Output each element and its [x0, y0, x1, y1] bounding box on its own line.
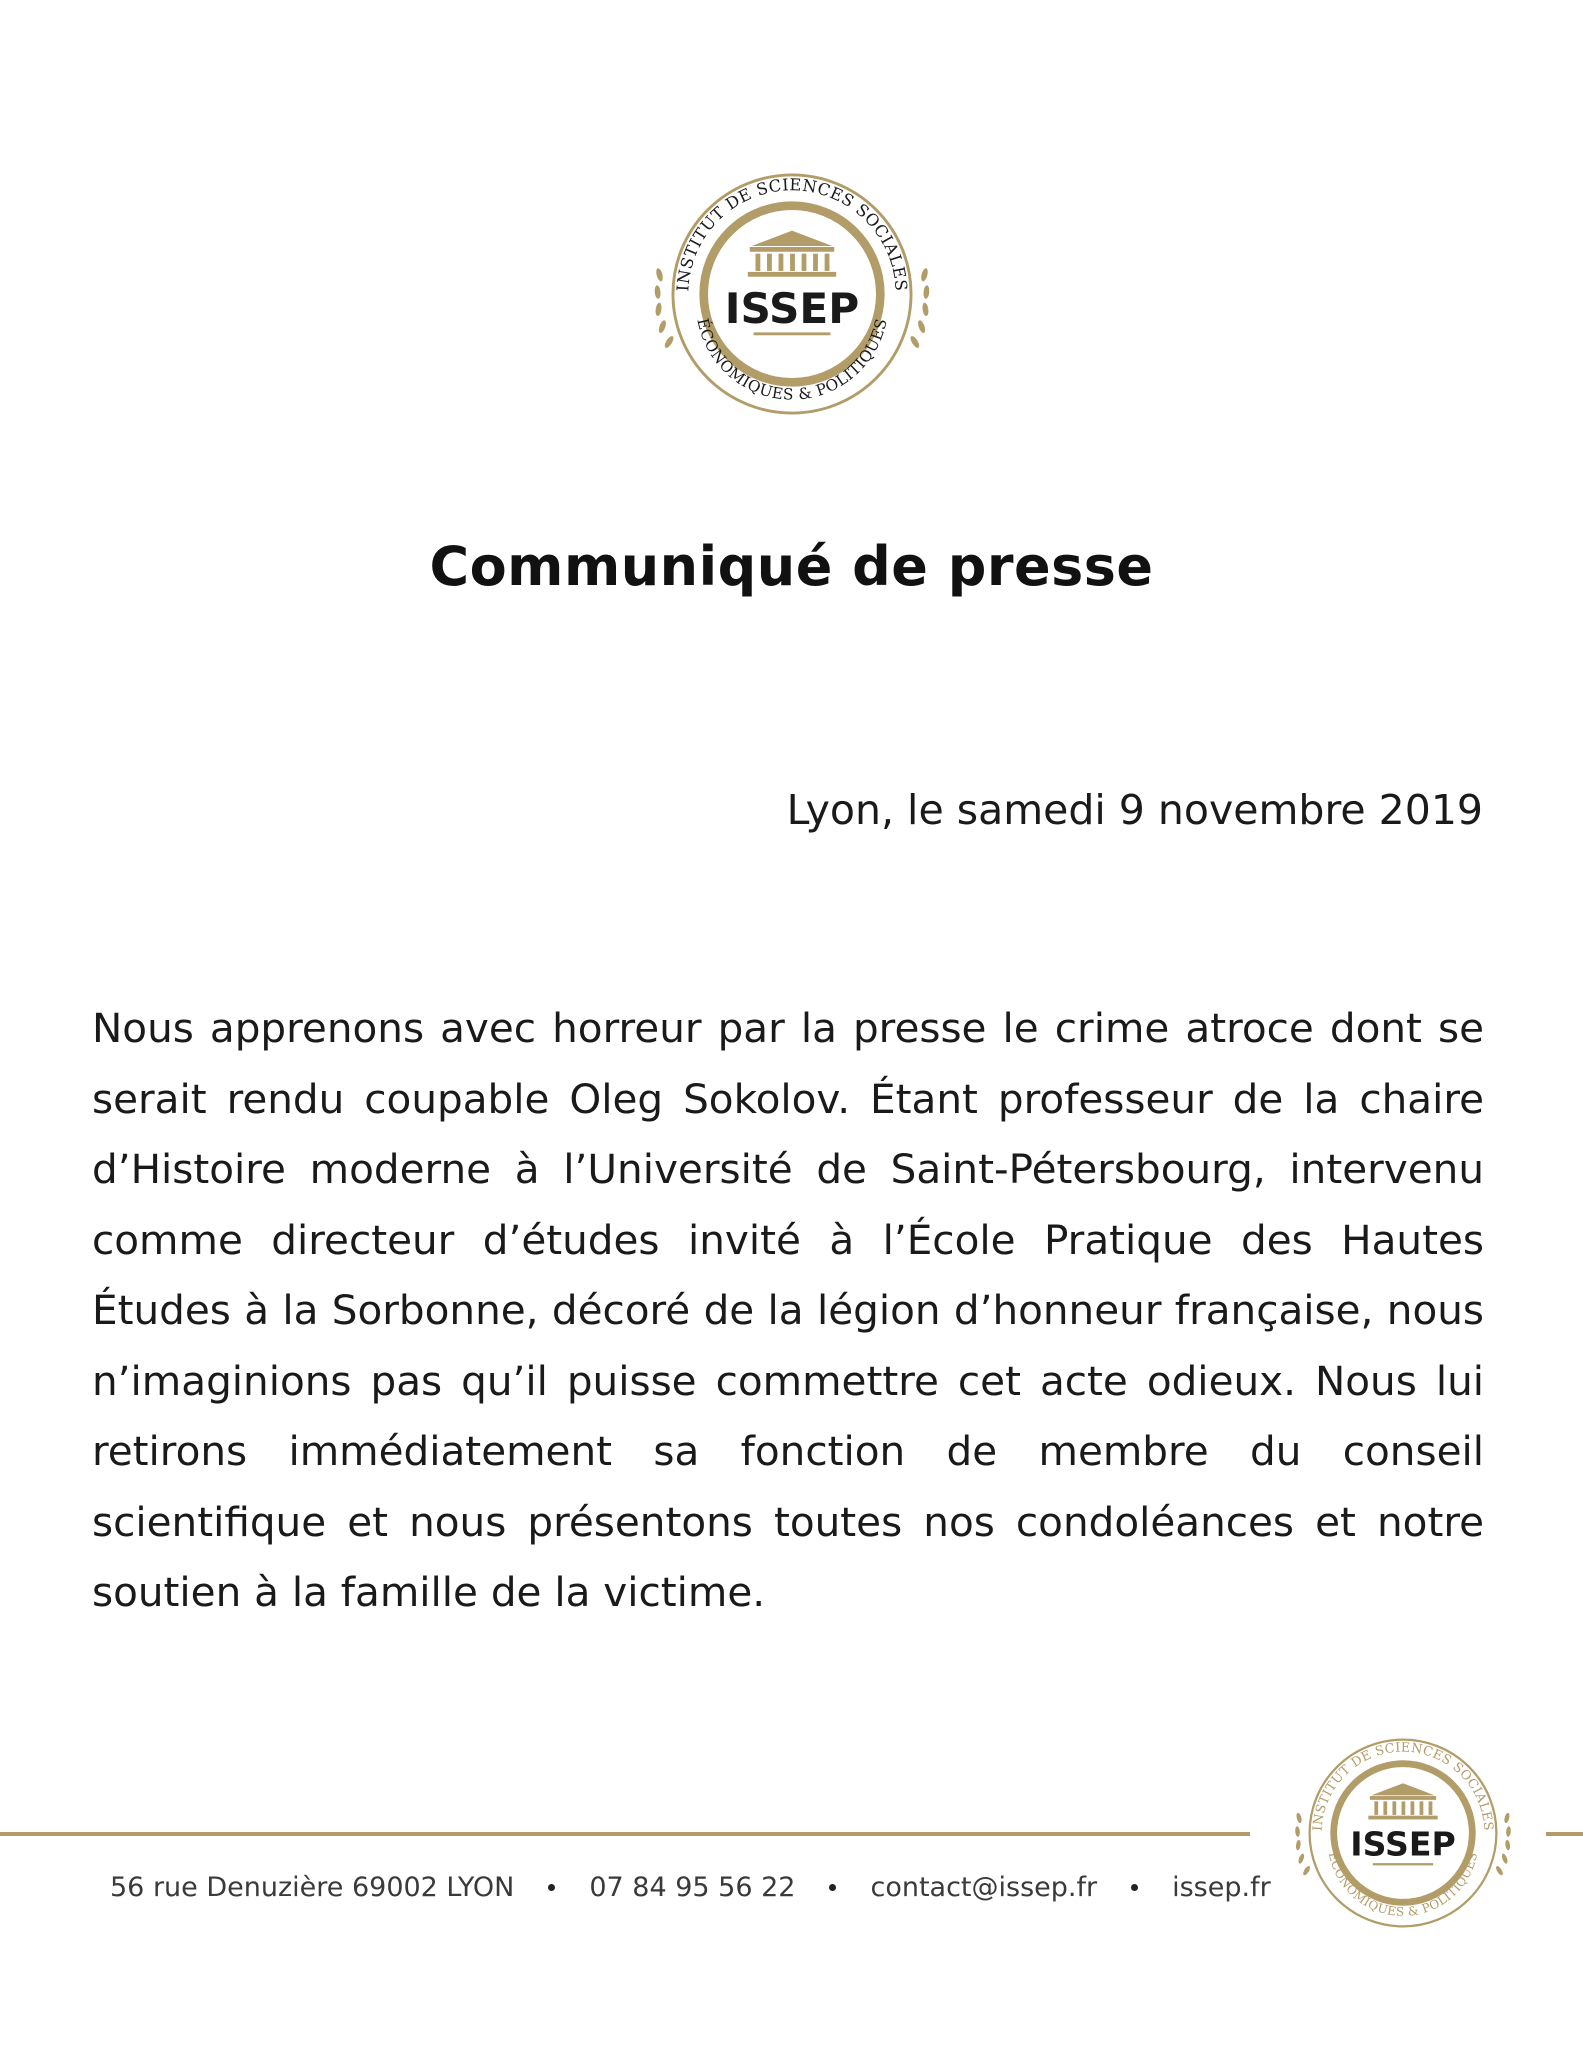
- svg-text:INSTITUT DE SCIENCES SOCIALES: INSTITUT DE SCIENCES SOCIALES: [673, 175, 911, 292]
- footer-address: 56 rue Denuzière 69002 LYON: [110, 1872, 515, 1903]
- laurel-left-icon: [1295, 1812, 1311, 1876]
- svg-text:ÉCONOMIQUES & POLITIQUES: ÉCONOMIQUES & POLITIQUES: [1325, 1850, 1481, 1919]
- footer-phone[interactable]: 07 84 95 56 22: [589, 1872, 796, 1903]
- svg-text:ÉCONOMIQUES & POLITIQUES: ÉCONOMIQUES & POLITIQUES: [693, 316, 891, 404]
- document-date: Lyon, le samedi 9 novembre 2019: [786, 786, 1483, 834]
- laurel-right-icon: [909, 268, 930, 350]
- footer-divider-end: [1546, 1832, 1583, 1836]
- bullet-separator-icon: [1131, 1884, 1138, 1891]
- press-release-body: Nous apprenons avec horreur par la presse le crime atroce dont se serait rendu coupable Oleg Sokolov. Étant professeur de la chaire d’Histoire moderne à l’Université de Saint-Pétersbourg, intervenu comme directeur d’études invité à l’École Pratique des Hautes Études à la Sorbonne, décoré de la légion d’honneur française, nous n’imaginions pas qu’il puisse commettre cet acte odieux. Nous lui retirons immédiatement sa fonction de membre du conseil scientifique et nous présentons toutes nos condoléances et notre soutien à la famille de la victime.: [92, 1004, 1484, 1616]
- svg-text:ISSEP: ISSEP: [724, 283, 860, 333]
- issep-logo: [648, 150, 936, 438]
- svg-text:ISSEP: ISSEP: [1350, 1824, 1456, 1864]
- footer-email[interactable]: contact@issep.fr: [870, 1872, 1098, 1903]
- bullet-separator-icon: [829, 1884, 836, 1891]
- footer-divider: [0, 1832, 1250, 1836]
- laurel-right-icon: [1495, 1812, 1511, 1876]
- svg-text:INSTITUT DE SCIENCES SOCIALES: INSTITUT DE SCIENCES SOCIALES: [1310, 1740, 1496, 1832]
- temple-icon: [748, 231, 836, 277]
- footer-contact: [110, 1872, 1271, 1903]
- laurel-left-icon: [654, 268, 675, 350]
- footer-website[interactable]: issep.fr: [1172, 1872, 1271, 1903]
- issep-logo-footer: [1290, 1720, 1516, 1946]
- page-title: Communiqué de presse: [429, 535, 1154, 598]
- temple-icon: [1368, 1783, 1437, 1819]
- bullet-separator-icon: [548, 1884, 555, 1891]
